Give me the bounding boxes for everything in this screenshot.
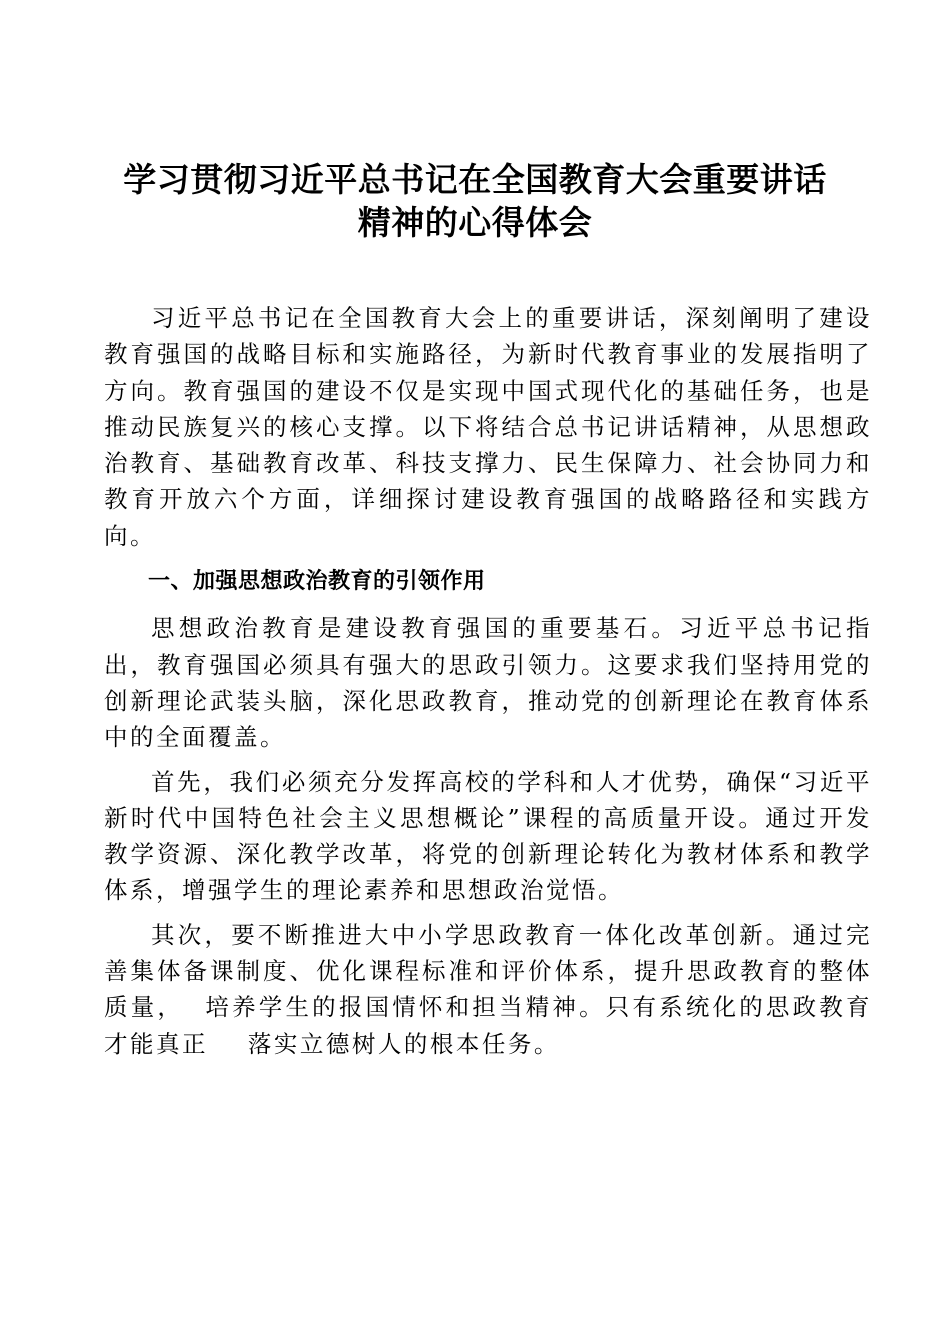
body-paragraph-3: 其次，要不断推进大中小学思政教育一体化改革创新。通过完善集体备课制度、优化课程标准和评价体系，提升思政教育的整体质量， 培养学生的报国情怀和担当精神。只有系统化的思政教育才能真正 落实立德树人的根本任务。 bbox=[104, 920, 872, 1058]
intro-paragraph: 习近平总书记在全国教育大会上的重要讲话，深刻阐明了建设教育强国的战略目标和实施路径，为新时代教育事业的发展指明了方向。教育强国的建设不仅是实现中国式现代化的基础任务，也是推动民族复兴的核心支撑。以下将结合总书记讲话精神，从思想政治教育、基础教育改革、科技支撑力、民生保障力、社会协同力和教育开放六个方面，详细探讨建设教育强国的战略路径和实践方向。 bbox=[104, 304, 872, 550]
section-heading-1: 一、加强思想政治教育的引领作用 bbox=[148, 569, 486, 595]
document-title bbox=[60, 158, 890, 244]
title-line-1: 学习贯彻习近平总书记在全国教育大会重要讲话 bbox=[123, 160, 827, 199]
title-line-2: 精神的心得体会 bbox=[357, 203, 593, 242]
document-body bbox=[104, 300, 872, 1070]
body-paragraph-1: 思想政治教育是建设教育强国的重要基石。习近平总书记指出，教育强国必须具有强大的思政引领力。这要求我们坚持用党的创新理论武装头脑，深化思政教育，推动党的创新理论在教育体系中的全面覆盖。 bbox=[104, 614, 872, 752]
body-paragraph-2: 首先，我们必须充分发挥高校的学科和人才优势，确保“习近平新时代中国特色社会主义思想概论”课程的高质量开设。通过开发教学资源、深化教学改革，将党的创新理论转化为教材体系和教学体系，增强学生的理论素养和思想政治觉悟。 bbox=[104, 767, 872, 905]
